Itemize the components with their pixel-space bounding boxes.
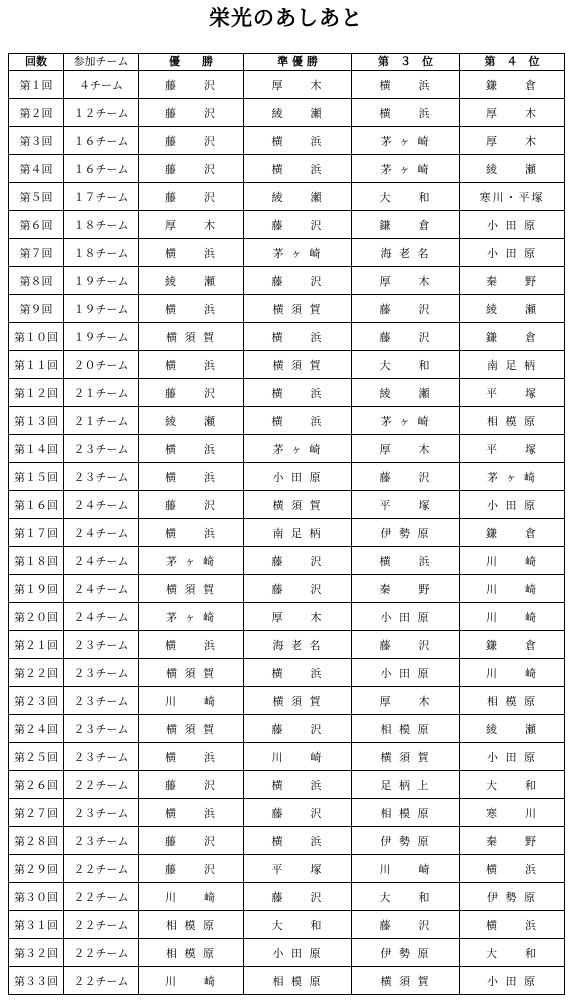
cell-fourth: 綾 瀬 bbox=[460, 715, 565, 743]
table-row bbox=[9, 295, 565, 323]
table-row bbox=[9, 911, 565, 939]
cell-fourth: 大 和 bbox=[460, 771, 565, 799]
cell-fourth: 綾 瀬 bbox=[460, 155, 565, 183]
cell-second: 横 浜 bbox=[244, 379, 352, 407]
cell-second: 厚 木 bbox=[244, 603, 352, 631]
cell-teams: ２１チーム bbox=[64, 407, 139, 435]
cell-first: 茅 ヶ 崎 bbox=[139, 547, 244, 575]
cell-teams: １８チーム bbox=[64, 239, 139, 267]
cell-second: 海 老 名 bbox=[244, 631, 352, 659]
header-third: 第 ３ 位 bbox=[352, 54, 460, 71]
cell-third: 相 模 原 bbox=[352, 715, 460, 743]
table-row bbox=[9, 631, 565, 659]
cell-second: 藤 沢 bbox=[244, 883, 352, 911]
cell-round: 第２２回 bbox=[9, 659, 64, 687]
cell-first: 綾 瀬 bbox=[139, 407, 244, 435]
cell-first: 横 浜 bbox=[139, 743, 244, 771]
cell-teams: ２４チーム bbox=[64, 519, 139, 547]
cell-first: 藤 沢 bbox=[139, 491, 244, 519]
cell-round: 第６回 bbox=[9, 211, 64, 239]
cell-second: 横 須 賀 bbox=[244, 687, 352, 715]
table-row bbox=[9, 883, 565, 911]
table-row bbox=[9, 799, 565, 827]
cell-round: 第３３回 bbox=[9, 967, 64, 995]
cell-first: 川 崎 bbox=[139, 687, 244, 715]
cell-first: 藤 沢 bbox=[139, 99, 244, 127]
cell-second: 綾 瀬 bbox=[244, 99, 352, 127]
header-row bbox=[9, 54, 565, 71]
cell-teams: ４チーム bbox=[64, 71, 139, 99]
cell-third: 横 浜 bbox=[352, 99, 460, 127]
cell-first: 横 須 賀 bbox=[139, 659, 244, 687]
cell-round: 第１８回 bbox=[9, 547, 64, 575]
cell-second: 平 塚 bbox=[244, 855, 352, 883]
cell-third: 厚 木 bbox=[352, 267, 460, 295]
cell-fourth: 南 足 柄 bbox=[460, 351, 565, 379]
cell-teams: １８チーム bbox=[64, 211, 139, 239]
cell-second: 藤 沢 bbox=[244, 799, 352, 827]
cell-second: 横 浜 bbox=[244, 771, 352, 799]
cell-first: 藤 沢 bbox=[139, 771, 244, 799]
cell-fourth: 鎌 倉 bbox=[460, 323, 565, 351]
cell-round: 第８回 bbox=[9, 267, 64, 295]
table-header bbox=[9, 54, 565, 71]
cell-third: 藤 沢 bbox=[352, 463, 460, 491]
cell-round: 第２１回 bbox=[9, 631, 64, 659]
cell-third: 横 浜 bbox=[352, 547, 460, 575]
cell-fourth: 伊 勢 原 bbox=[460, 883, 565, 911]
table-row bbox=[9, 127, 565, 155]
table-body bbox=[9, 71, 565, 995]
cell-third: 茅 ヶ 崎 bbox=[352, 127, 460, 155]
cell-teams: ２２チーム bbox=[64, 967, 139, 995]
cell-teams: ２２チーム bbox=[64, 855, 139, 883]
cell-second: 横 須 賀 bbox=[244, 351, 352, 379]
cell-first: 藤 沢 bbox=[139, 127, 244, 155]
cell-first: 横 浜 bbox=[139, 239, 244, 267]
cell-teams: ２４チーム bbox=[64, 547, 139, 575]
cell-first: 横 浜 bbox=[139, 435, 244, 463]
table-row bbox=[9, 687, 565, 715]
cell-third: 大 和 bbox=[352, 351, 460, 379]
cell-teams: ２３チーム bbox=[64, 827, 139, 855]
cell-round: 第１１回 bbox=[9, 351, 64, 379]
cell-teams: ２２チーム bbox=[64, 911, 139, 939]
table-row bbox=[9, 603, 565, 631]
cell-round: 第３１回 bbox=[9, 911, 64, 939]
cell-third: 藤 沢 bbox=[352, 295, 460, 323]
cell-round: 第２回 bbox=[9, 99, 64, 127]
cell-teams: ２３チーム bbox=[64, 463, 139, 491]
cell-round: 第９回 bbox=[9, 295, 64, 323]
cell-first: 川 崎 bbox=[139, 967, 244, 995]
table-row bbox=[9, 463, 565, 491]
cell-third: 藤 沢 bbox=[352, 911, 460, 939]
table-row bbox=[9, 211, 565, 239]
cell-fourth: 川 崎 bbox=[460, 603, 565, 631]
cell-second: 大 和 bbox=[244, 911, 352, 939]
cell-first: 横 須 賀 bbox=[139, 323, 244, 351]
cell-third: 小 田 原 bbox=[352, 603, 460, 631]
cell-second: 藤 沢 bbox=[244, 267, 352, 295]
cell-third: 厚 木 bbox=[352, 435, 460, 463]
cell-second: 藤 沢 bbox=[244, 547, 352, 575]
cell-fourth: 秦 野 bbox=[460, 267, 565, 295]
cell-second: 横 須 賀 bbox=[244, 491, 352, 519]
cell-teams: ２４チーム bbox=[64, 575, 139, 603]
cell-fourth: 小 田 原 bbox=[460, 491, 565, 519]
table-row bbox=[9, 519, 565, 547]
cell-round: 第３２回 bbox=[9, 939, 64, 967]
cell-fourth: 鎌 倉 bbox=[460, 631, 565, 659]
header-teams: 参加チーム bbox=[64, 54, 139, 71]
cell-fourth: 寒川・平塚 bbox=[460, 183, 565, 211]
cell-first: 横 須 賀 bbox=[139, 715, 244, 743]
cell-third: 足 柄 上 bbox=[352, 771, 460, 799]
cell-fourth: 小 田 原 bbox=[460, 211, 565, 239]
cell-teams: ２３チーム bbox=[64, 799, 139, 827]
cell-round: 第２８回 bbox=[9, 827, 64, 855]
table-row bbox=[9, 407, 565, 435]
cell-round: 第１７回 bbox=[9, 519, 64, 547]
cell-fourth: 鎌 倉 bbox=[460, 519, 565, 547]
cell-fourth: 大 和 bbox=[460, 939, 565, 967]
cell-round: 第１３回 bbox=[9, 407, 64, 435]
cell-teams: １９チーム bbox=[64, 323, 139, 351]
cell-first: 藤 沢 bbox=[139, 827, 244, 855]
table-row bbox=[9, 323, 565, 351]
cell-fourth: 小 田 原 bbox=[460, 743, 565, 771]
cell-fourth: 平 塚 bbox=[460, 379, 565, 407]
cell-first: 茅 ヶ 崎 bbox=[139, 603, 244, 631]
cell-round: 第２９回 bbox=[9, 855, 64, 883]
cell-third: 小 田 原 bbox=[352, 659, 460, 687]
cell-first: 藤 沢 bbox=[139, 855, 244, 883]
cell-first: 藤 沢 bbox=[139, 71, 244, 99]
cell-first: 藤 沢 bbox=[139, 183, 244, 211]
cell-first: 横 浜 bbox=[139, 463, 244, 491]
cell-round: 第１９回 bbox=[9, 575, 64, 603]
cell-teams: １９チーム bbox=[64, 267, 139, 295]
cell-third: 海 老 名 bbox=[352, 239, 460, 267]
table-row bbox=[9, 267, 565, 295]
table-row bbox=[9, 715, 565, 743]
table-row bbox=[9, 435, 565, 463]
cell-third: 相 模 原 bbox=[352, 799, 460, 827]
cell-fourth: 川 崎 bbox=[460, 575, 565, 603]
cell-second: 横 浜 bbox=[244, 155, 352, 183]
table-row bbox=[9, 547, 565, 575]
results-table bbox=[8, 53, 565, 995]
cell-third: 大 和 bbox=[352, 883, 460, 911]
cell-first: 厚 木 bbox=[139, 211, 244, 239]
cell-first: 横 浜 bbox=[139, 351, 244, 379]
cell-fourth: 小 田 原 bbox=[460, 239, 565, 267]
cell-second: 川 崎 bbox=[244, 743, 352, 771]
cell-teams: １９チーム bbox=[64, 295, 139, 323]
cell-second: 相 模 原 bbox=[244, 967, 352, 995]
cell-fourth: 茅 ヶ 崎 bbox=[460, 463, 565, 491]
cell-second: 茅 ヶ 崎 bbox=[244, 435, 352, 463]
table-row bbox=[9, 827, 565, 855]
cell-round: 第１６回 bbox=[9, 491, 64, 519]
cell-second: 小 田 原 bbox=[244, 939, 352, 967]
cell-second: 藤 沢 bbox=[244, 715, 352, 743]
cell-teams: １２チーム bbox=[64, 99, 139, 127]
cell-teams: １７チーム bbox=[64, 183, 139, 211]
cell-teams: ２１チーム bbox=[64, 379, 139, 407]
cell-third: 平 塚 bbox=[352, 491, 460, 519]
page-title: 栄光のあしあと bbox=[209, 6, 363, 30]
table-row bbox=[9, 575, 565, 603]
header-second: 準 優 勝 bbox=[244, 54, 352, 71]
cell-round: 第３０回 bbox=[9, 883, 64, 911]
cell-fourth: 綾 瀬 bbox=[460, 295, 565, 323]
cell-round: 第５回 bbox=[9, 183, 64, 211]
cell-second: 厚 木 bbox=[244, 71, 352, 99]
cell-fourth: 相 模 原 bbox=[460, 687, 565, 715]
cell-third: 伊 勢 原 bbox=[352, 827, 460, 855]
cell-first: 川 崎 bbox=[139, 883, 244, 911]
cell-fourth: 横 浜 bbox=[460, 911, 565, 939]
cell-round: 第７回 bbox=[9, 239, 64, 267]
cell-first: 横 浜 bbox=[139, 519, 244, 547]
cell-first: 相 模 原 bbox=[139, 939, 244, 967]
cell-third: 横 須 賀 bbox=[352, 967, 460, 995]
cell-teams: ２２チーム bbox=[64, 771, 139, 799]
cell-fourth: 平 塚 bbox=[460, 435, 565, 463]
cell-third: 伊 勢 原 bbox=[352, 519, 460, 547]
cell-first: 横 須 賀 bbox=[139, 575, 244, 603]
cell-fourth: 厚 木 bbox=[460, 99, 565, 127]
header-fourth: 第 ４ 位 bbox=[460, 54, 565, 71]
cell-second: 藤 沢 bbox=[244, 575, 352, 603]
cell-third: 藤 沢 bbox=[352, 631, 460, 659]
cell-first: 横 浜 bbox=[139, 799, 244, 827]
cell-fourth: 川 崎 bbox=[460, 659, 565, 687]
cell-third: 秦 野 bbox=[352, 575, 460, 603]
cell-second: 横 浜 bbox=[244, 827, 352, 855]
cell-round: 第１５回 bbox=[9, 463, 64, 491]
cell-round: 第３回 bbox=[9, 127, 64, 155]
cell-round: 第２５回 bbox=[9, 743, 64, 771]
cell-fourth: 秦 野 bbox=[460, 827, 565, 855]
cell-third: 大 和 bbox=[352, 183, 460, 211]
table-row bbox=[9, 99, 565, 127]
cell-round: 第２４回 bbox=[9, 715, 64, 743]
cell-second: 南 足 柄 bbox=[244, 519, 352, 547]
cell-second: 藤 沢 bbox=[244, 211, 352, 239]
cell-fourth: 横 浜 bbox=[460, 855, 565, 883]
cell-teams: ２３チーム bbox=[64, 687, 139, 715]
table-row bbox=[9, 183, 565, 211]
cell-first: 相 模 原 bbox=[139, 911, 244, 939]
table-row bbox=[9, 939, 565, 967]
cell-fourth: 厚 木 bbox=[460, 127, 565, 155]
cell-third: 伊 勢 原 bbox=[352, 939, 460, 967]
table-row bbox=[9, 71, 565, 99]
cell-teams: １６チーム bbox=[64, 127, 139, 155]
cell-round: 第２３回 bbox=[9, 687, 64, 715]
table-row bbox=[9, 659, 565, 687]
cell-fourth: 鎌 倉 bbox=[460, 71, 565, 99]
cell-second: 横 浜 bbox=[244, 127, 352, 155]
cell-second: 綾 瀬 bbox=[244, 183, 352, 211]
table-row bbox=[9, 491, 565, 519]
cell-third: 厚 木 bbox=[352, 687, 460, 715]
table-row bbox=[9, 351, 565, 379]
cell-fourth: 川 崎 bbox=[460, 547, 565, 575]
header-round: 回数 bbox=[9, 54, 64, 71]
cell-second: 横 浜 bbox=[244, 323, 352, 351]
cell-first: 横 浜 bbox=[139, 295, 244, 323]
cell-teams: １６チーム bbox=[64, 155, 139, 183]
cell-second: 小 田 原 bbox=[244, 463, 352, 491]
cell-third: 鎌 倉 bbox=[352, 211, 460, 239]
cell-third: 茅 ヶ 崎 bbox=[352, 407, 460, 435]
cell-third: 茅 ヶ 崎 bbox=[352, 155, 460, 183]
cell-teams: ２２チーム bbox=[64, 883, 139, 911]
table-row bbox=[9, 239, 565, 267]
cell-second: 横 浜 bbox=[244, 407, 352, 435]
cell-teams: ２３チーム bbox=[64, 659, 139, 687]
cell-first: 横 浜 bbox=[139, 631, 244, 659]
cell-teams: ２３チーム bbox=[64, 631, 139, 659]
table-row bbox=[9, 855, 565, 883]
cell-third: 綾 瀬 bbox=[352, 379, 460, 407]
cell-second: 横 須 賀 bbox=[244, 295, 352, 323]
cell-second: 茅 ヶ 崎 bbox=[244, 239, 352, 267]
cell-second: 横 浜 bbox=[244, 659, 352, 687]
cell-round: 第１４回 bbox=[9, 435, 64, 463]
cell-fourth: 相 模 原 bbox=[460, 407, 565, 435]
cell-round: 第２７回 bbox=[9, 799, 64, 827]
cell-first: 藤 沢 bbox=[139, 379, 244, 407]
cell-round: 第４回 bbox=[9, 155, 64, 183]
cell-round: 第２０回 bbox=[9, 603, 64, 631]
cell-teams: ２２チーム bbox=[64, 939, 139, 967]
table-row bbox=[9, 379, 565, 407]
cell-first: 藤 沢 bbox=[139, 155, 244, 183]
table-row bbox=[9, 743, 565, 771]
cell-fourth: 小 田 原 bbox=[460, 967, 565, 995]
cell-teams: ２４チーム bbox=[64, 491, 139, 519]
cell-third: 横 浜 bbox=[352, 71, 460, 99]
cell-teams: ２３チーム bbox=[64, 715, 139, 743]
cell-round: 第１２回 bbox=[9, 379, 64, 407]
cell-round: 第２６回 bbox=[9, 771, 64, 799]
table-row bbox=[9, 155, 565, 183]
header-first: 優 勝 bbox=[139, 54, 244, 71]
cell-teams: ２３チーム bbox=[64, 435, 139, 463]
cell-first: 綾 瀬 bbox=[139, 267, 244, 295]
cell-round: 第１回 bbox=[9, 71, 64, 99]
cell-round: 第１０回 bbox=[9, 323, 64, 351]
cell-teams: ２０チーム bbox=[64, 351, 139, 379]
cell-third: 藤 沢 bbox=[352, 323, 460, 351]
cell-third: 川 崎 bbox=[352, 855, 460, 883]
cell-fourth: 寒 川 bbox=[460, 799, 565, 827]
cell-teams: ２４チーム bbox=[64, 603, 139, 631]
table-row bbox=[9, 967, 565, 995]
cell-third: 横 須 賀 bbox=[352, 743, 460, 771]
table-row bbox=[9, 771, 565, 799]
cell-teams: ２３チーム bbox=[64, 743, 139, 771]
